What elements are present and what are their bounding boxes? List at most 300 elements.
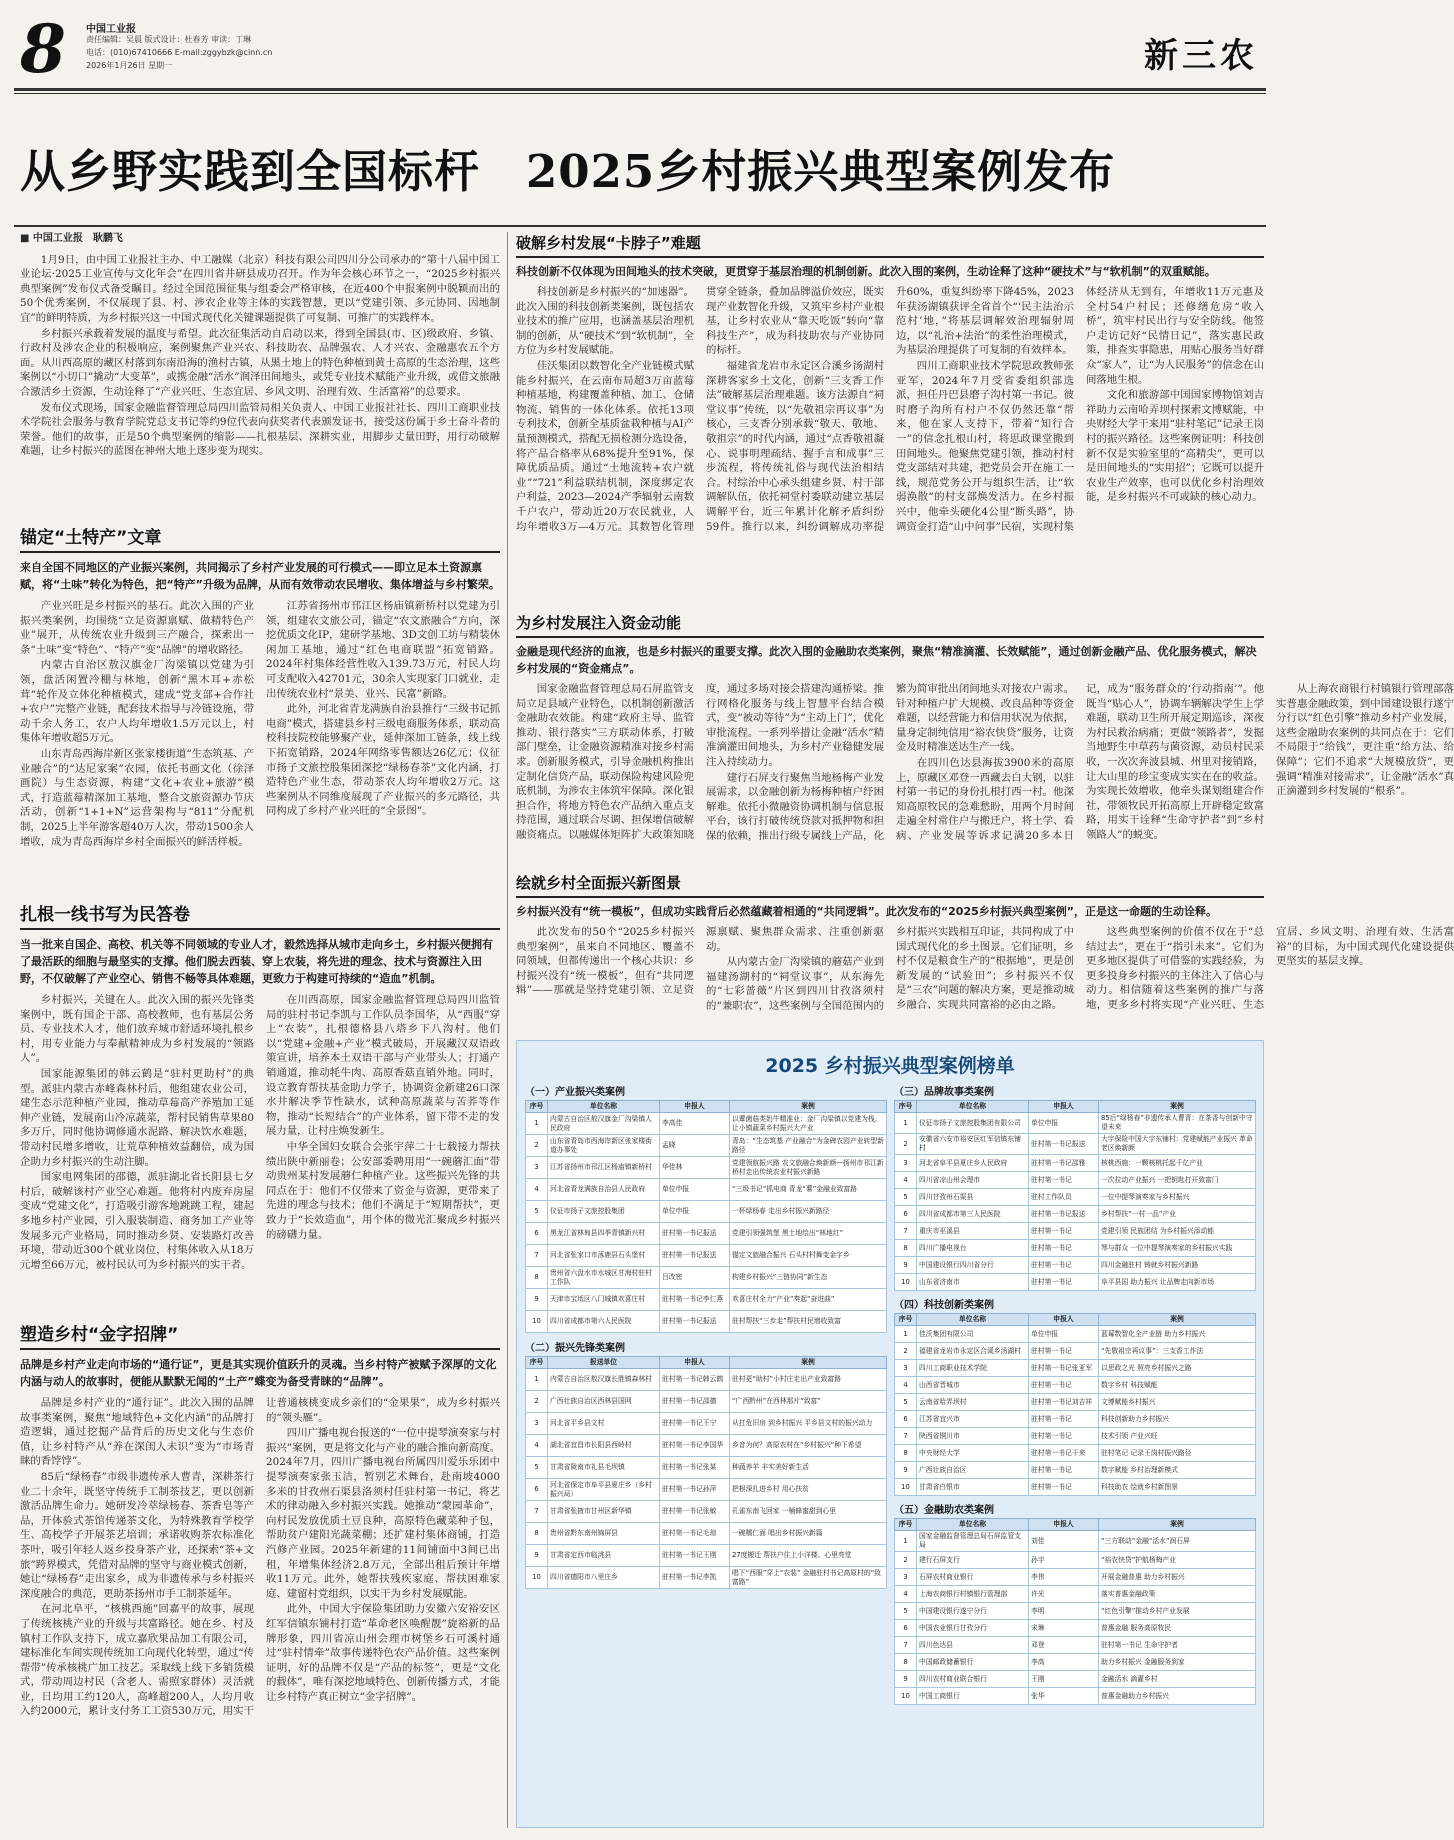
- table-cell: 2: [895, 1552, 917, 1569]
- table-cell: 河北省阜平县夏庄乡人民政府: [917, 1155, 1029, 1172]
- table-row: [895, 1428, 1256, 1445]
- table-cell: 驻村更“助村”小村庄走出产业致富路: [730, 1369, 887, 1391]
- table-cell: 5: [526, 1201, 548, 1223]
- table-cell: 邓登: [1029, 1637, 1099, 1654]
- editors: 责任编辑：吴晨 版式设计：杜春芳 审读：丁琳: [86, 35, 252, 44]
- table-cell: 金融活水 滴灌乡村: [1099, 1671, 1256, 1688]
- table-cell: 四川省成都市第三人民医院: [917, 1206, 1029, 1223]
- table-cell: 驻村工作队员: [1029, 1189, 1099, 1206]
- table-cell: 普惠金融助力乡村振兴: [1099, 1688, 1256, 1705]
- table-cell: 中国建设银行遂宁分行: [917, 1603, 1029, 1620]
- section-lead: 来自全国不同地区的产业振兴案例，共同揭示了乡村产业发展的可行模式——即立足本土资源禀赋，将“土味”转化为特色，把“特产”升级为品牌，从而有效带动农民增收、集体增益与乡村繁荣。: [20, 561, 500, 591]
- table-cell: 驻村第一书记张敏: [660, 1501, 730, 1523]
- table-cell: 单位申报: [660, 1201, 730, 1223]
- table-cell: 李明: [1029, 1603, 1099, 1620]
- table-cell: 吕改密: [660, 1267, 730, 1289]
- table-cell: 大宇保险中国大宇东铺村：党建赋能产业振兴 革命老区焕新颜: [1099, 1134, 1256, 1155]
- table-cell: 一杯绿杨春 走出乡村振兴新路径: [730, 1201, 887, 1223]
- table-row: [895, 1671, 1256, 1688]
- table-cell: 7: [895, 1637, 917, 1654]
- section-title: 扎根一线书写为民答卷: [20, 900, 500, 930]
- table-cell: 科技助农 绘就乡村新图景: [1099, 1479, 1256, 1496]
- table-cell: 锚定文旅融合振兴 石头村村舞变金字乡: [730, 1245, 887, 1267]
- table-cell: 中国建设银行四川省分行: [917, 1257, 1029, 1274]
- table-cell: 天津市宝坻区八门城镇欢喜庄村: [548, 1289, 660, 1311]
- category-title: （二）振兴先锋类案例: [525, 1343, 625, 1354]
- table-cell: 2: [895, 1343, 917, 1360]
- table-cell: 把根深扎进乡村 用心扶贫: [730, 1479, 887, 1501]
- table-cell: 河北省青龙满族自治县人民政府: [548, 1179, 660, 1201]
- issue-date: 2026年1月26日 星期一: [86, 61, 173, 70]
- section-body: 产业兴旺是乡村振兴的基石。此次入围的产业振兴类案例，均围绕“立足资源禀赋、做精特色产业”展开，从传统农业升级到三产融合，探索出一条“土味”变“特色”、“特产”变“品牌”的增收路径。 内蒙古自治区敖汉旗金厂沟梁镇以党建为引领，盘活闲置冷棚与林地，创新“黑木耳+赤松茸”轮作及立体化种植模式，建成“党支部+合作社+农户”完整产业链，配套技术指导与冷链设施，带动千余人务工，农户人均年增收1.5万元以上，村集体年增收超5万元。 山东青岛西海岸新区张家楼街道“生态筑基、产业融合”的“达尼家案”农园，依托书画文化（徐泽画院）与生态资源，构建“文化+农业+旅游”模式，打造蓝莓精深加工基地，整合文旅资源办节庆活动，创新“1+1+N”运营架构与“811”分配机制，2025上半年游客超40万人次，带动1500余人增收，成为青岛西海岸乡村全面振兴的鲜活样板。 江苏省扬州市邗江区杨庙镇新桥村以党建为引领，组建农文旅公司，锚定“农文旅融合”方向，深挖优质文化IP，建研学基地、3D文创工坊与精装休闲加工基地，通过“红色电商联盟”拓宽销路。2024年村集体经营性收入139.73万元，村民人均可支配收入42701元，30余人实现家门口就业，走出传统农业村“景美、业兴、民富”新路。 此外，河北省青龙满族自治县推行“三级书记抓电商”模式，搭建县乡村三级电商服务体系，联动高校科技院校能够聚产业，延伸深加工链条，线上线下拓宽销路，2024年网络零售额达26亿元；仪征市扬子文旅控股集团深挖“绿杨春茶”文化内涵，打造特色产业生态，带动茶农人均年增收2万元。这些案例从不同维度展现了产业振兴的多元路径，共同构成了乡村产业兴旺的“全景图”。: [20, 600, 500, 848]
- table-row: [526, 1435, 887, 1457]
- masthead-rule: [14, 88, 1266, 91]
- table-cell: 开展金融普惠 助力乡村振兴: [1099, 1569, 1256, 1586]
- headline-rule: [14, 225, 1266, 227]
- table-cell: 党建领航振兴路 农文旅融合焕新颜—扬州市邗江新桥村走出传统农业村振兴新路: [730, 1157, 887, 1179]
- table-cell: “先敬祖宗再议事”：三支香工作法: [1099, 1343, 1256, 1360]
- table-cell: 3: [526, 1157, 548, 1179]
- masthead-rule-thin: [14, 93, 1266, 94]
- table-cell: 驻村第一书记张某: [660, 1457, 730, 1479]
- table-row: [895, 1394, 1256, 1411]
- table-cell: 驻村第一书记刘吉祥: [1029, 1394, 1099, 1411]
- section-anchor-local-products: [20, 523, 500, 895]
- ranking-panel: [516, 1040, 1264, 1828]
- table-cell: 四川金融驻村 铸就乡村振兴新路: [1099, 1257, 1256, 1274]
- table-cell: 2: [526, 1391, 548, 1413]
- table-row: [895, 1479, 1256, 1496]
- table-cell: 驻村第一书记报送: [660, 1223, 730, 1245]
- table-cell: 驻村第一书记: [1029, 1428, 1099, 1445]
- section-finance: [516, 612, 1454, 868]
- table-cell: 数字乡村 科技赋能: [1099, 1377, 1256, 1394]
- table-cell: 驻村帮扶“三步走”帮扶村民增收致富: [730, 1311, 887, 1333]
- table-cell: 江苏省宜兴市: [917, 1411, 1029, 1428]
- table-cell: 驻村第一书记: [1029, 1257, 1099, 1274]
- table-cell: 驻村第一书记: [1029, 1411, 1099, 1428]
- table-cell: 石屏农村商业银行: [917, 1569, 1029, 1586]
- table-row: [895, 1377, 1256, 1394]
- table-cell: 华佳林: [660, 1157, 730, 1179]
- table-row: [895, 1113, 1256, 1134]
- table-cell: 驻村第一书记 生命守护者: [1099, 1637, 1256, 1654]
- table-row: [895, 1206, 1256, 1223]
- table-header-row: 序号 报送单位 申报人 案例: [526, 1357, 887, 1369]
- table-row: [895, 1462, 1256, 1479]
- table-row: [895, 1155, 1256, 1172]
- table-cell: 驻村第一书记报送: [1029, 1134, 1099, 1155]
- table-cell: 4: [895, 1172, 917, 1189]
- industry-table: [525, 1100, 887, 1333]
- table-cell: 10: [895, 1688, 917, 1705]
- table-cell: 山东省青岛市西海岸新区张家楼街道办事处: [548, 1135, 660, 1157]
- byline: ■ 中国工业报 耿鹏飞: [20, 233, 123, 244]
- section-title: 锚定“土特产”文章: [20, 523, 500, 553]
- table-cell: 建行石屏支行: [917, 1552, 1029, 1569]
- intro-paragraph: 乡村振兴承载着发展的温度与希望。此次征集活动自启动以来，得到全国县(市、区)级政府、乡镇、行政村及涉农企业的积极响应，案例聚焦产业兴农、科技助农、品牌强农、人才兴农、金融惠农五个方面。从川西高原的藏区村落到东南沿海的渔村古镇，从黑土地上的特色种植到黄土高原的生态治理，这些案例以“小切口”撬动“大变革”，或携金融“活水”润泽田间地头，或凭专业技术赋能产业升级，或借文旅融合激活乡土资源，生动诠释了“产业兴旺、生态宜居、乡风文明、治理有效、生活富裕”的总要求。: [20, 327, 500, 398]
- table-cell: 9: [526, 1289, 548, 1311]
- section-body: 科技创新是乡村振兴的“加速器”。此次入围的科技创新类案例，既包括农业技术的推广应用，也涵盖基层治理机制的创新，从“硬技术”到“软机制”，全方位为乡村发展赋能。 佳沃集团以数智化全产业链模式赋能乡村振兴，在云南布局超3万亩蓝莓种植基地，构建覆盖种植、加工、仓储物流、销售的一体化体系。依托13项专利技术，创新全基质盆栽种植与AI产量预测模式，搭配无损检测分选设备，将产品合格率从68%提升至91%，保障优质品质。通过“土地流转+农户就业”“721”利益联结机制，深度绑定农户利益，2023—2024产季辐射云南数千户农户，带动近20万农民就业，人均年增收3万—4万元。其数智化管理贯穿全链条，叠加品牌溢价效应，既实现产业数智化升级，又筑牢乡村产业根基，让乡村农业从“靠天吃饭”转向“靠科技生产”，成为科技助农与产业协同的标杆。 福建省龙岩市永定区合溪乡汤湖村深耕客家乡土文化，创新“三支香工作法”破解基层治理难题。该方法源自“祠堂议事”传统，以“先敬祖宗再议事”为核心，三支香分别承载“敬天、敬地、敬祖宗”的时代内涵，通过“点香敬祖凝心、说事明理疏结、握手言和成事”三步流程，将传统礼俗与现代法治相结合。村综治中心承头组建乡贤、村干部调解队伍，依托祠堂村委联动建立基层调解平台，近三年累计化解矛盾纠纷59件。推行以来，纠纷调解成功率提升60%，重复纠纷率下降45%，2023年获汤湖镇获评全省首个“‘民主法治示范村’地，”将基层调解效治理辐射周边，以“礼治+法治”的柔性治理模式，为基层治理提供了可复制的有效样本。 四川工商职业技术学院思政教师张亚军，2024年7月受省委组织部选派，担任丹巴县磨子沟村第一书记。彼时磨子沟所有村户不仅仍然还靠“帮来，他在家人支持下，带着“知行合一”的信念扎根山村，将思政课堂搬到田间地头。他聚焦党建引领，推动村村党支部结对共建，把党员会开在施工一线，规范党务公开与组织生活，让“软弱涣散”的村支部焕发活力。在乡村振兴中，他牵头硬化4公里“断头路”，协调资金打造“山中问事”民宿，实现村集体经济从无到有，年增收11万元惠及全村54户村民；还修缮危房“收入桥”，筑牢村民出行与安全防线。他签户走访记好“民情日记”，落实惠民政策，排查实事隐患，用贴心服务当好群众“家人”，让“为人民服务”的信念在山间落地生根。 文化和旅游部中国国家博物馆刘吉祥助力云南哈弄坝村探索文博赋能，中央财经大学干来用“驻村笔记”记录王岗村的振兴路径。这些案例证明：科技创新不仅是实验室里的“高精尖”，更可以是田间地头的“实用招”；它既可以提升农业生产效率，也可以优化乡村治理效能，是乡村振兴不可或缺的核心动力。: [516, 286, 1264, 533]
- table-cell: 落实普惠金融政策: [1099, 1586, 1256, 1603]
- table-cell: 孔雀东南飞回家 一桶蜂蜜甜到心里: [730, 1501, 887, 1523]
- table-cell: 安徽省六安市裕安区红军信镇东铺村: [917, 1134, 1029, 1155]
- table-cell: 驻村第一书记: [1029, 1479, 1099, 1496]
- table-cell: 许光: [1029, 1586, 1099, 1603]
- table-row: [526, 1369, 887, 1391]
- table-cell: 蓝莓数智化全产业链 助力乡村振兴: [1099, 1326, 1256, 1343]
- table-cell: 驻村第一书记王宁: [660, 1413, 730, 1435]
- table-cell: 唱下“西服”穿上“农装” 金融驻村书记高原村的“致富路”: [730, 1567, 887, 1589]
- table-cell: 乡村帮扶“一村一品”产业: [1099, 1206, 1256, 1223]
- table-cell: 四川广播电视台: [917, 1240, 1029, 1257]
- table-cell: 一位中提琴演奏家与乡村振兴: [1099, 1189, 1256, 1206]
- section-title: 破解乡村发展“卡脖子”难题: [516, 232, 1264, 258]
- table-cell: 8: [895, 1240, 917, 1257]
- table-cell: 国家金融监督管理总局石屏监管支局: [917, 1531, 1029, 1552]
- table-cell: 党建引领 民族团结 为乡村振兴添动能: [1099, 1223, 1256, 1240]
- table-header-row: 序号 单位名称 申报人 案例: [895, 1101, 1256, 1113]
- table-cell: 驻村第一书记毛琼: [660, 1523, 730, 1545]
- table-cell: 李伟: [1029, 1569, 1099, 1586]
- table-cell: 刘佳: [1029, 1531, 1099, 1552]
- table-cell: 四川农村商业联合银行: [917, 1671, 1029, 1688]
- table-cell: 四川色达县: [917, 1637, 1029, 1654]
- table-cell: 构建乡村振兴“三链协同”新生态: [730, 1267, 887, 1289]
- table-row: [526, 1245, 887, 1267]
- table-cell: 5: [895, 1603, 917, 1620]
- table-cell: 7: [895, 1428, 917, 1445]
- table-row: [526, 1113, 887, 1135]
- ranking-title: 2025 乡村振兴典型案例榜单: [765, 1055, 1015, 1077]
- finance-table: [894, 1518, 1256, 1705]
- section-title: 绘就乡村全面振兴新图景: [516, 872, 1264, 898]
- table-cell: 5: [526, 1457, 548, 1479]
- table-cell: 以思政之光 照亮乡村振兴之路: [1099, 1360, 1256, 1377]
- table-cell: 数字赋能 乡村治理新模式: [1099, 1462, 1256, 1479]
- table-row: [526, 1457, 887, 1479]
- table-cell: 驻村第一书记报送: [660, 1311, 730, 1333]
- table-row: [526, 1567, 887, 1589]
- table-cell: 陕西省铜川市: [917, 1428, 1029, 1445]
- table-cell: 贵州省六盘水市水城区甘海村驻村工作队: [548, 1267, 660, 1289]
- table-cell: 技术引领 产业兴旺: [1099, 1428, 1256, 1445]
- table-cell: 驻村第一书记: [1029, 1172, 1099, 1189]
- table-row: [895, 1274, 1256, 1291]
- table-cell: 驻村第一书记: [1029, 1223, 1099, 1240]
- table-cell: 山东省济南市: [917, 1274, 1029, 1291]
- table-cell: 仪征市扬子文旅控股集团: [548, 1201, 660, 1223]
- table-cell: 6: [895, 1620, 917, 1637]
- table-row: [895, 1688, 1256, 1705]
- table-cell: 单位申报: [1029, 1326, 1099, 1343]
- table-cell: 驻村第一书记: [1029, 1343, 1099, 1360]
- table-cell: 青岛：“生态筑基 产业融合”为金碑农园产业转型新路径: [730, 1135, 887, 1157]
- table-cell: 欢喜庄村全力“产业”奏起“奋进曲”: [730, 1289, 887, 1311]
- table-cell: 驻村第一书记李仁燕: [660, 1289, 730, 1311]
- section-new-vision: [516, 872, 1454, 1036]
- table-cell: 3: [895, 1360, 917, 1377]
- table-row: [895, 1134, 1256, 1155]
- table-row: [526, 1179, 887, 1201]
- table-cell: 驻村第一书记邵雅: [1029, 1155, 1099, 1172]
- pioneer-table: [525, 1356, 887, 1589]
- table-cell: 6: [526, 1479, 548, 1501]
- table-cell: 仪征市扬子文旅控股集团有限公司: [917, 1113, 1029, 1134]
- section-body: 品牌是乡村产业的“通行证”。此次入围的品牌故事类案例，聚焦“地域特色+文化内涵”的品牌打造逻辑，通过挖掘产品背后的历史文化与生态价值，让乡村特产从“养在深闺人未识”变为“市场青睐的香饽饽”。 85后“绿杨春”市级非遗传承人曹青，深耕茶行业二十余年，既坚守传统手工制茶技艺，更以创新激活品牌生命力。她研发冷萃绿杨春、茶香皂等产品，开体验式茶馆传递茶文化，为特殊教育学校学生、高校学子开展茶艺培训；承诺收购茶农标准化茶叶，吸引年轻人返乡投身茶产业，还探索“茶+文旅”跨界模式，凭借对品牌的坚守与商业模式创新，她让“绿杨春”走出家乡，成为非遗传承与乡村振兴深度融合的典范，更助茶扬州市手工制茶延年。 在河北阜平，“核桃西施”回嘉平的故事，展现了传统核桃产业的升级与共富路径。她在乡、村及镇村工作队支持下，成立嘉欣果品加工有限公司，建标准化车间实现传统加工向现代化转型，通过“传帮带”传承核桃广加工技艺。采取线上线下多销货模式，带动周边村民（含老人、需照家群体）灵活就业，日均用工约120人，高峰超200人，人均月收入约2000元，累计支付务工工资530万元，用实干让普通核桃变成乡亲们的“金果果”，成为乡村振兴的“领头雁”。 四川广播电视台报送的“一位中提琴演奏家与村振兴”案例，更是将文化与产业的融合推向新高度。2024年7月，四川广播电视台所属四川爱乐乐团中提琴演奏家张玉洁，暂别艺术舞台，赴南坡4000多米的甘孜州石渠县洛须村任驻村第一书记，将艺术的律动融入乡村振兴实践。她推动“蒙园革命”，向村民发放优质土豆良种，高原特色藏菜种子包，帮助贫户建阳光蔬菜棚；还扩建村集体商铺，打造汽修产业园。2025年新建的11间铺面中3间已出租，年增集体经济2.8万元，全部出租后预计年增收11万元。此外，她帮扶残疾家庭、帮扶困难家庭、建留村党组织，以实干为乡村发展赋能。 此外，中国大宇保险集团助力安徽六安裕安区红军信镇东铺村打造“革命老区唤醒靓”旋裕新的品牌形象，四川省凉山州会理市树堡乡石可溪村通过“驻村情牵”故事传递特色农产品价值。这些案例证明，好的品牌不仅是“产品的标签”，更是“文化的载体”，唯有深挖地域特色、创新传播方式，才能让乡村特产真正树立“金字招牌”。: [20, 1397, 500, 1718]
- table-cell: 2: [526, 1135, 548, 1157]
- table-cell: 10: [895, 1274, 917, 1291]
- brand-table: [894, 1100, 1256, 1291]
- column-divider: [507, 232, 508, 1828]
- table-cell: 普惠金融 服务高原牧民: [1099, 1620, 1256, 1637]
- table-cell: 7: [526, 1501, 548, 1523]
- ranking-left-column: [525, 1083, 887, 1589]
- section-body: 乡村振兴，关键在人。此次入围的振兴先锋类案例中，既有国企干部、高校教师，也有基层公务员、专业技术人才，他们放弃城市舒适环境扎根乡村，用专业能力与奉献精神成为乡村发展的“领路人”。 国家能源集团的韩云鹤是“驻村更助村”的典型。派驻内蒙古赤峰森林村后，他组建农业公司，建生态示范种植产业园，推动草莓高产养殖加工延伸产业链，发展南山冷凉蔬菜，帮村民销售草果80多万斤，同时他协调修通水泥路、解决饮水难题，带动村民增多增收，让荒草种植效益翻倍，成为国企助力乡村振兴的生动注脚。 国家电网集团的邵德，派驻湖北省长阳县七夕村后，破解该村产业空心难题。他将村内废弃房屋变成“党建文化”，打造吸引游客地跳跳工程，建起多地乡村产业园，引入服装制造、商务加工产业等发展多元产业格局，同时推动乡贤、安装路灯改善环境，带动近300个就业岗位，村集体收入从18万元增至66万元，被村民认可为乡村振兴的实干者。 在川西高原，国家金融监督管理总局四川监管局的驻村书记李凯与工作队员李国华，从“西服”穿上“农装”，扎根德格县八塔乡下八沟村。他们以“党建+金融+产业”模式破局，开展藏汉双语政策宣讲，培养本土双语干部与产业带头人；打通产销通道，推动牦牛肉、高原香菇直销外地。同时，设立教育帮扶基金助力学子，协调资金新建26口深水井解决季节性缺水，试种高原蔬菜与苦荞等作物，推动“长短结合”的产业体系，留下带不走的发展力量，让村庄焕发新生。 中华全国妇女联合会张宇萍二十七载接力帮扶绩出陕中新丽卷；公安部委聘用用“一碗蘑汇面”带动贵州某村发展蘑仁种植产业。这些振兴先锋的共同点在于：他们不仅带来了资金与资源，更带来了先进的理念与技术；他们不满足于“短期帮扶”，更致力于“长效造血”，用个体的微光汇聚成乡村振兴的磅礴力量。: [20, 994, 500, 1271]
- table-cell: 驻村第一书记孙萍: [660, 1479, 730, 1501]
- table-header-row: 序号 单位名称 申报人 案例: [895, 1519, 1256, 1531]
- table-cell: 中国工商银行: [917, 1688, 1029, 1705]
- table-cell: 驻村第一书记报送: [1029, 1206, 1099, 1223]
- table-cell: 中央财经大学: [917, 1445, 1029, 1462]
- section-tech-bottleneck: [516, 232, 1264, 608]
- table-cell: 内蒙古自治区敖汉旗长胜镇森林村: [548, 1369, 660, 1391]
- table-header-row: 序号 单位名称 申报人 案例: [895, 1314, 1256, 1326]
- table-cell: 1: [895, 1326, 917, 1343]
- table-row: [895, 1223, 1256, 1240]
- table-cell: 四川省凉山州会理市: [917, 1172, 1029, 1189]
- table-cell: 河北省保定市阜平县夏庄乡（乡村振兴局）: [548, 1479, 660, 1501]
- table-row: [526, 1311, 887, 1333]
- table-row: [895, 1569, 1256, 1586]
- table-cell: 河北省平乡县文村: [548, 1413, 660, 1435]
- table-cell: “红色引擎”推动乡村产业发展: [1099, 1603, 1256, 1620]
- table-row: [895, 1654, 1256, 1671]
- section-name: 新三农: [1144, 36, 1258, 76]
- table-row: [526, 1201, 887, 1223]
- contact: 电话：(010)67410666 E-mail:zggybzk@cinn.cn: [86, 48, 273, 57]
- table-cell: 琴与群众 一位中提琴演奏家的乡村振兴实践: [1099, 1240, 1256, 1257]
- table-cell: 5: [895, 1394, 917, 1411]
- tech-table: [894, 1313, 1256, 1496]
- table-cell: 驻村第一书记: [1029, 1377, 1099, 1394]
- category-title: （一）产业振兴类案例: [525, 1087, 625, 1098]
- paper-name: 中国工业报: [86, 24, 136, 35]
- table-cell: 四川省德阳市八里庄乡: [548, 1567, 660, 1589]
- table-row: [895, 1326, 1256, 1343]
- table-cell: 孟晓: [660, 1135, 730, 1157]
- table-cell: 张华: [1029, 1688, 1099, 1705]
- table-cell: 4: [895, 1377, 917, 1394]
- table-row: [526, 1501, 887, 1523]
- table-cell: 文博赋能乡村振兴: [1099, 1394, 1256, 1411]
- table-cell: 中国邮政储蓄银行: [917, 1654, 1029, 1671]
- table-cell: 重庆市巫溪县: [917, 1223, 1029, 1240]
- table-cell: 广西壮族自治区西林县国网: [548, 1391, 660, 1413]
- table-cell: 甘肃省定西市临洮县: [548, 1545, 660, 1567]
- table-cell: 核桃西施：一颗核桃托起千亿产业: [1099, 1155, 1256, 1172]
- table-cell: 四川甘孜州石渠县: [917, 1189, 1029, 1206]
- table-cell: 驻村第一书记王刚: [660, 1545, 730, 1567]
- table-cell: “裕农快贷”护航杨梅产业: [1099, 1552, 1256, 1569]
- table-cell: “三级书记”抓电商 青龙“薯”金融业致富路: [730, 1179, 887, 1201]
- table-cell: 李高佳: [660, 1113, 730, 1135]
- table-cell: 3: [526, 1413, 548, 1435]
- table-row: [895, 1603, 1256, 1620]
- table-row: [526, 1413, 887, 1435]
- table-row: [895, 1586, 1256, 1603]
- section-rural-brands: [20, 1320, 500, 1828]
- table-cell: “广西黔州”在西林那片“致富”: [730, 1391, 887, 1413]
- table-row: [895, 1189, 1256, 1206]
- table-cell: 四川工商职业技术学院: [917, 1360, 1029, 1377]
- table-cell: 驻村第一书记邵德: [660, 1391, 730, 1413]
- table-cell: 福建省龙岩市永定区合溪乡汤湖村: [917, 1343, 1029, 1360]
- table-row: [895, 1343, 1256, 1360]
- category-title: （三）品牌故事类案例: [894, 1087, 994, 1098]
- section-body: 国家金融监督管理总局石屏监管支局立足县域产业特色，以机制创新激活金融助农效能。构建“政府主导、监管推动、银行落实”三方联动体系，打破部门壁垒，让金融资源精准对接乡村需求。创新服务模式，引导金融机构推出定制化信贷产品，联动保险构建风险兜底机制，为涉农主体筑牢保障。深化银担合作，将地方特色农产品纳入重点支持范围，通过联合尽调、担保增信破解融资痛点。以融媒体矩阵扩大政策知晓度，通过多场对接会搭建沟通桥梁。推行网格化服务与线上智慧平台结合模式，变“被动等待”为“主动上门”，优化审批流程。一系列举措让金融“活水”精准滴灌田间地头，为乡村产业稳健发展注入持续动力。 建行石屏支行聚焦当地杨梅产业发展需求，以金融创新为杨梅种植户纾困解难。依托小微融资协调机制与信息报平台，该行打破传统贷款对抵押物和担保的依赖，推出行级专属线上产品，化繁为简审批出闭间地头对接农户需求。针对种植户扩大规模、改良品种等资金难题，以经营能力和信用状况为依据，量身定制纯信用“裕农快贷”服务，让资金及时精准送达生产一线。 在四川色达县海拔3900米的高原上，原藏区邓登一西藏去白大钢，以驻村第一书记的身份扎根打西一村。他深知高原牧民的急难愁盼，用两个月时间走遍全村常住户与搬迁户，将土学、看病、产业发展等诉求记满20多本日记，成为“服务群众的‘行动指南’”。他既当“贴心人”，协调车辆解决学生上学难题，联动卫生所开展定期巡诊，深夜为村民救治病痛；更做“领路者”，发掘当地野生中草药与菌资源，动员村民采收，一次次奔波县城、州里对接销路，让大山里的珍宝变成实实在在的收益。为实现长效增收，他牵头谋划组建合作社，带领牧民开拓高原上开辟稳定致富路，用实干诠释“生命守护者”到“乡村领路人”的蜕变。 从上海农商银行村镇银行管理部落实普惠金融政策，到中国建设银行遂宁分行以“红色引擎”推动乡村产业发展，这些金融助农案例的共同点在于：它们不局限于“给钱”，更注重“给方法、给保障”；它们不追求“大规模放贷”，更强调“精准对接需求”，让金融“活水”真正滴灌到乡村发展的“根系”。: [516, 683, 1454, 842]
- section-lead: 品牌是乡村产业走向市场的“通行证”，更是其实现价值跃升的灵魂。当乡村特产被赋予深厚的文化内涵与动人的故事时，便能从默默无闻的“土产”蝶变为备受青睐的“品牌”。: [20, 1358, 497, 1388]
- headline: 从乡野实践到全国标杆 2025乡村振兴典型案例发布: [20, 145, 1116, 198]
- table-cell: 山西省晋城市: [917, 1377, 1029, 1394]
- section-title: 塑造乡村“金字招牌”: [20, 1320, 500, 1350]
- table-cell: 1: [895, 1531, 917, 1552]
- table-cell: 5: [895, 1189, 917, 1206]
- table-cell: 种蔬养羊 丰实美好新生活: [730, 1457, 887, 1479]
- section-lead: 乡村振兴没有“统一模板”，但成功实践背后必然蕴藏着相通的“共同逻辑”。此次发布的“2025乡村振兴典型案例”，正是这一命题的生动诠释。: [516, 905, 1217, 918]
- intro-paragraph: 发布仪式现场，国家金融监督管理总局四川监管局相关负责人、中国工业报社社长、四川工商职业技术学院社会服务与教育学院党总支书记等约9位代表向获奖者代表颁发证书，接受这份属于乡土奋斗者的荣誉。他们的故事，正是50个典型案例的缩影——扎根基层、深耕实业，用脚步丈量田野，用行动破解难题，让乡村振兴的蓝图在神州大地上逐步变为现实。: [20, 401, 500, 458]
- section-lead: 科技创新不仅体现为田间地头的技术突破，更贯穿于基层治理的机制创新。此次入围的案例，生动诠释了这种“硬技术”与“软机制”的双重赋能。: [516, 265, 1216, 278]
- table-cell: 内蒙古自治区敖汉旗金厂沟梁镇人民政府: [548, 1113, 660, 1135]
- table-row: [895, 1531, 1256, 1552]
- table-cell: 驻村笔记 记录王岗村振兴路径: [1099, 1445, 1256, 1462]
- section-grassroots-pioneers: [20, 900, 500, 1314]
- table-cell: 3: [895, 1569, 917, 1586]
- table-cell: 河北省张家口市涿鹿县石头堡村: [548, 1245, 660, 1267]
- table-row: [895, 1257, 1256, 1274]
- table-cell: 9: [895, 1462, 917, 1479]
- table-row: [526, 1135, 887, 1157]
- table-cell: 8: [526, 1267, 548, 1289]
- table-header-row: 序号 单位名称 申报人 案例: [526, 1101, 887, 1113]
- table-cell: 3: [895, 1155, 917, 1172]
- category-title: （四）科技创新类案例: [894, 1300, 994, 1311]
- table-cell: 单位申报: [660, 1179, 730, 1201]
- table-cell: 驻村第一书记: [1029, 1240, 1099, 1257]
- table-cell: 1: [526, 1113, 548, 1135]
- table-cell: 驻村第一书记张亚军: [1029, 1360, 1099, 1377]
- table-row: [526, 1267, 887, 1289]
- table-cell: 2: [895, 1134, 917, 1155]
- table-cell: 助力乡村振兴 金融服务到家: [1099, 1654, 1256, 1671]
- table-cell: 甘肃省张掖市甘州区新华镇: [548, 1501, 660, 1523]
- table-cell: 江苏省扬州市邗江区杨庙镇新桥村: [548, 1157, 660, 1179]
- table-row: [895, 1411, 1256, 1428]
- table-cell: 驻村第一书记: [1029, 1274, 1099, 1291]
- table-cell: 甘肃省陇南市礼县毛坝镇: [548, 1457, 660, 1479]
- table-cell: 李高: [1029, 1654, 1099, 1671]
- table-cell: 9: [895, 1671, 917, 1688]
- table-cell: 驻村第一书记李国华: [660, 1435, 730, 1457]
- page-number: 8: [20, 10, 66, 88]
- table-cell: 4: [526, 1435, 548, 1457]
- table-cell: 佳沃集团有限公司: [917, 1326, 1029, 1343]
- table-row: [895, 1240, 1256, 1257]
- table-cell: 单位申报: [1029, 1113, 1099, 1134]
- table-cell: 党建引领强筑堡 黑土地绘出“林地红”: [730, 1223, 887, 1245]
- table-cell: 驻村第一书记报送: [660, 1245, 730, 1267]
- table-cell: “三方联动”金融“活水”润石屏: [1099, 1531, 1256, 1552]
- table-cell: 广西壮族自治区: [917, 1462, 1029, 1479]
- table-row: [895, 1620, 1256, 1637]
- table-row: [526, 1545, 887, 1567]
- table-cell: 一碗糯仁面 唱出乡村振兴新篇: [730, 1523, 887, 1545]
- table-cell: 中国农业银行甘孜分行: [917, 1620, 1029, 1637]
- table-cell: 以蕈菌菇类奶牛精准业：金厂沟梁镇以党建为栈，让小镇蔬菜乡村振兴大产业: [730, 1113, 887, 1135]
- table-row: [526, 1391, 887, 1413]
- intro-block: [20, 232, 500, 517]
- table-cell: 8: [895, 1445, 917, 1462]
- table-cell: 9: [526, 1545, 548, 1567]
- intro-paragraph: 1月9日，由中国工业报社主办、中工融媒（北京）科技有限公司四川分公司承办的“第十八届中国工业论坛·2025工业宣传与文化年会”在四川省井研县成功召开。作为年会核心环节之一，“2025乡村振兴典型案例”发布仪式备受瞩目。经过全国范围征集与组委会严格审核，在近400个申报案例中脱颖而出的50个优秀案例，不仅展现了县、村、涉农企业等主体的实践智慧，更以“党建引领、多元协同、因地制宜”的鲜明特质，为乡村振兴这一中国式现代化关键课题提供了可复制、可推广的实践样本。: [20, 253, 500, 324]
- table-cell: 10: [895, 1479, 917, 1496]
- table-cell: 湖北省宜昌市长阳县西岭村: [548, 1435, 660, 1457]
- table-cell: 孙宇: [1029, 1552, 1099, 1569]
- table-cell: 27度搬迁 帮扶户住上小洋楼、心里亮堂: [730, 1545, 887, 1567]
- table-cell: 6: [895, 1411, 917, 1428]
- category-title: （五）金融助农类案例: [894, 1505, 994, 1516]
- table-row: [526, 1523, 887, 1545]
- table-cell: 驻村第一书记李凯: [660, 1567, 730, 1589]
- table-cell: 四川省成都市第六人民医院: [548, 1311, 660, 1333]
- table-cell: 宋琳: [1029, 1620, 1099, 1637]
- table-cell: 驻村第一书记干来: [1029, 1445, 1099, 1462]
- table-cell: 8: [895, 1654, 917, 1671]
- table-cell: 6: [895, 1206, 917, 1223]
- table-cell: 贵州省黔东南州锦屏县: [548, 1523, 660, 1545]
- section-body: 此次发布的50个“2025乡村振兴典型案例”，虽来自不同地区、覆盖不同领域，但都传递出一个核心共识：乡村振兴没有“统一模板”，但有“共同逻辑”——那就是坚持党建引领、立足资源禀赋、聚焦群众需求、注重创新驱动。 从内蒙古金厂沟梁镇的蘑菇产业到福建汤湖村的“祠堂议事”，从东海先的“七彩蔷薇”片区到四川甘孜洛须村的“兼职农”，这些案例与全国范围内的乡村振兴实践相互印证，共同构成了中国式现代化的乡土图景。它们证明，乡村不仅是粮食生产的“根据地”，更是创新发展的“试验田”；乡村振兴不仅是“三农”问题的解决方案，更是推动城乡融合、实现共同富裕的必由之路。 这些典型案例的价值不仅在于“总结过去”，更在于“指引未来”。它们为更多地区提供了可借鉴的实践经验，为更多投身乡村振兴的主体注入了信心与动力。相信随着这些案例的推广与落地，更多乡村将实现“产业兴旺、生态宜居、乡风文明、治理有效、生活富裕”的目标，为中国式现代化建设提供更坚实的基层支撑。: [516, 926, 1454, 1012]
- table-row: [526, 1223, 887, 1245]
- table-cell: 甘肃省白银市: [917, 1479, 1029, 1496]
- table-cell: 驻村第一书记: [1029, 1462, 1099, 1479]
- table-cell: 科技创新助力乡村振兴: [1099, 1411, 1256, 1428]
- table-cell: 6: [526, 1223, 548, 1245]
- table-row: [526, 1289, 887, 1311]
- table-row: [526, 1157, 887, 1179]
- table-cell: 乡音为何？高原农村在“乡村振兴“种下希望: [730, 1435, 887, 1457]
- table-cell: 从扛危旧房 到乡村振兴 平乡县文村的振兴动力: [730, 1413, 887, 1435]
- table-cell: 4: [895, 1586, 917, 1603]
- section-lead: 当一批来自国企、高校、机关等不同领域的专业人才，毅然选择从城市走向乡土，乡村振兴便拥有了最活跃的细胞与最坚实的支撑。他们脱去西装、穿上农装，将先进的理念、技术与资源注入田野，不仅破解了产业空心、销售不畅等具体难题，更致力于构建可持续的“造血”机制。: [20, 938, 493, 985]
- table-cell: 黑龙江省林甸县四季青镇新兴村: [548, 1223, 660, 1245]
- table-cell: 一次拉动产业振兴 一把钥匙打开致富门: [1099, 1172, 1256, 1189]
- table-cell: 8: [526, 1523, 548, 1545]
- section-title: 为乡村发展注入资金动能: [516, 612, 1264, 638]
- table-row: [895, 1445, 1256, 1462]
- table-cell: 1: [895, 1113, 917, 1134]
- table-cell: 上海农商银行村镇银行管理部: [917, 1586, 1029, 1603]
- ranking-right-column: [894, 1083, 1256, 1705]
- table-cell: 9: [895, 1257, 917, 1274]
- table-cell: 王刚: [1029, 1671, 1099, 1688]
- table-cell: 云南省哈弄坝村: [917, 1394, 1029, 1411]
- section-lead: 金融是现代经济的血液，也是乡村振兴的重要支撑。此次入围的金融助农类案例，聚焦“精准滴灌、长效赋能”，通过创新金融产品、优化服务模式，解决乡村发展的“资金痛点”。: [516, 645, 1257, 675]
- table-cell: 10: [526, 1311, 548, 1333]
- table-row: [895, 1552, 1256, 1569]
- table-cell: 1: [526, 1369, 548, 1391]
- masthead: [14, 10, 1266, 90]
- table-row: [895, 1172, 1256, 1189]
